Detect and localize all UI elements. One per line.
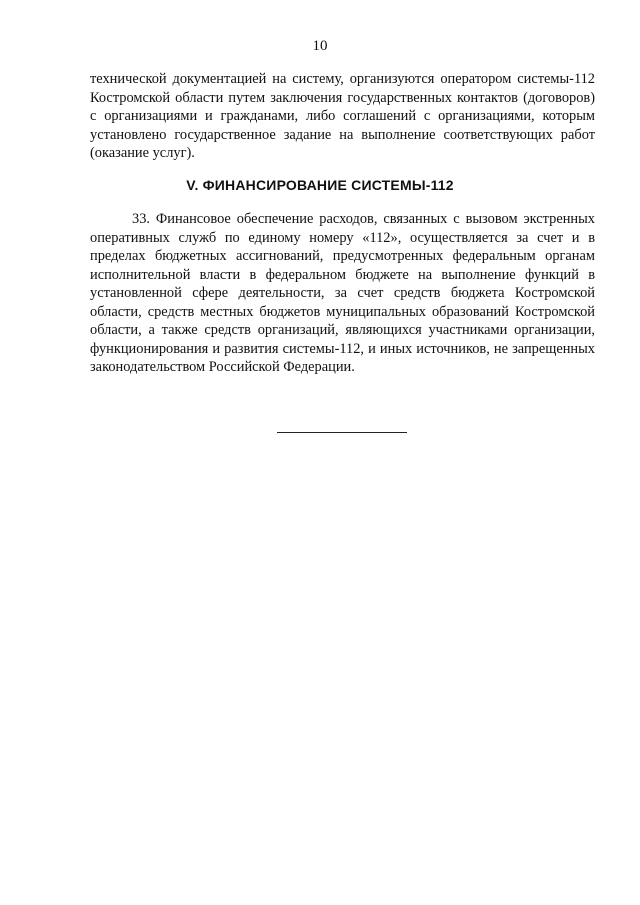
paragraph-33: 33. Финансовое обеспечение расходов, связанных с вызовом экстренных оперативных служб по единому номеру «112», осуществляется за счет и в пределах бюджетных ассигнований, предусмотренных федеральным органам исполнительной власти в федеральном бюджете на выполнение функций в установленной сфере деятельности, за счет средств бюджета Костромской области, средств местных бюджетов муниципальных образований Костромской области, а также средств организаций, являющихся участниками организации, функционирования и развития системы-112, и иных источников, не запрещенных законодательством Российской Федерации. [90,211,595,375]
page-number: 10 [312,38,328,54]
continuation-paragraph: технической документацией на систему, организуются оператором системы-112 Костромской области путем заключения государственных контактов (договоров) с организациями и гражданами, либо соглашений с организациями, которым установлено государственное задание на выполнение соответствующих работ (оказание услуг). [90,71,595,161]
end-of-document-rule [277,432,407,433]
section-heading: V. ФИНАНСИРОВАНИЕ СИСТЕМЫ-112 [186,177,454,193]
